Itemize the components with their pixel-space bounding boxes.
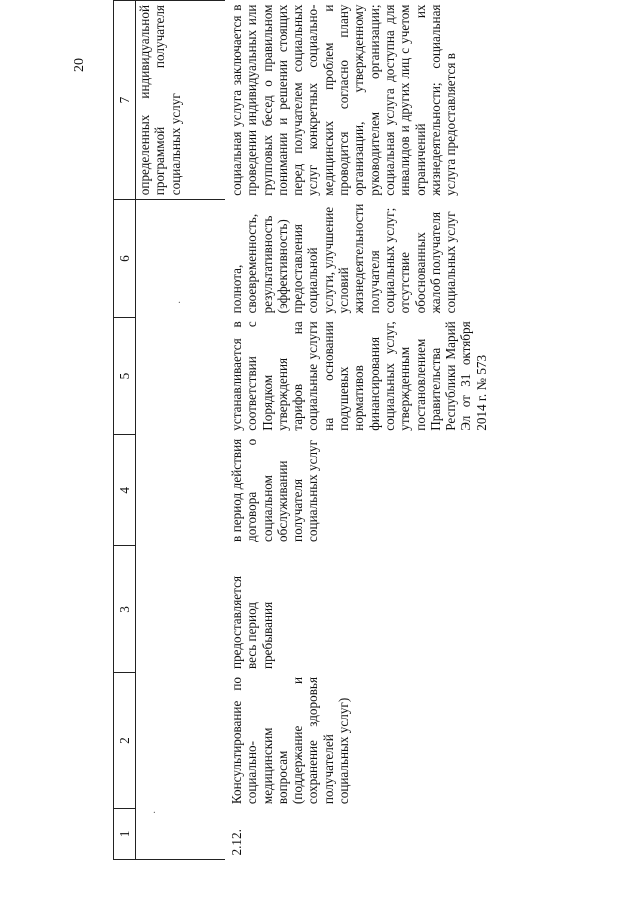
quality-indicators: полнота, своевременность, результативность (эффективность) предоставления социальной услуги, улучшение условий жизнедеятельности получателя социальных услуг; отсутствие обоснованных жалоб получателя социальных услуг xyxy=(229,203,459,314)
scan-speck: · xyxy=(150,810,161,814)
continued-conditions: определенных индивидуальной программой получателя социальных услуг xyxy=(136,1,226,200)
service-period: в период действия договора о социальном обслуживании получателя социальных услуг xyxy=(229,438,321,542)
service-name: Консультирование по социально-медицинским вопросам (поддержание и сохранение здоровья получателей социальных услуг) xyxy=(229,676,352,805)
col-num-7: 7 xyxy=(114,1,136,200)
table-row xyxy=(225,1,489,860)
service-tariff: устанавливается в соответствии с Порядком утверждения тарифов на социальные услуги на основании подушевых нормативов финансирования социальных услуг, утвержденным постановлением Правительства Республики Марий Эл от 31 октября 2014 г. № 573 xyxy=(229,321,489,431)
col-num-5: 5 xyxy=(114,317,136,434)
col-num-1: 1 xyxy=(114,808,136,859)
col-num-4: 4 xyxy=(114,435,136,546)
col-num-2: 2 xyxy=(114,673,136,808)
scan-speck: · xyxy=(175,300,186,304)
row-number: 2.12. xyxy=(229,829,244,856)
page-number: 20 xyxy=(72,58,87,72)
col-num-3: 3 xyxy=(114,546,136,673)
service-term: предоставляется весь период пребывания xyxy=(229,575,275,669)
services-table xyxy=(113,0,489,860)
continued-row xyxy=(136,1,226,860)
service-conditions: социальная услуга заключается в проведении индивидуальных или групповых бесед о правильном понимании и решении стоящих перед получателем социальных услуг конкретных социально-медицинских проблем и проводится согласно плану организации, утвержденному руководителем организации; социальная услуга доступна для инвалидов и других лиц с учетом ограничений их жизнедеятельности; социальная услуга предоставляется в xyxy=(229,4,459,196)
col-num-6: 6 xyxy=(114,200,136,318)
column-number-row xyxy=(114,1,136,860)
